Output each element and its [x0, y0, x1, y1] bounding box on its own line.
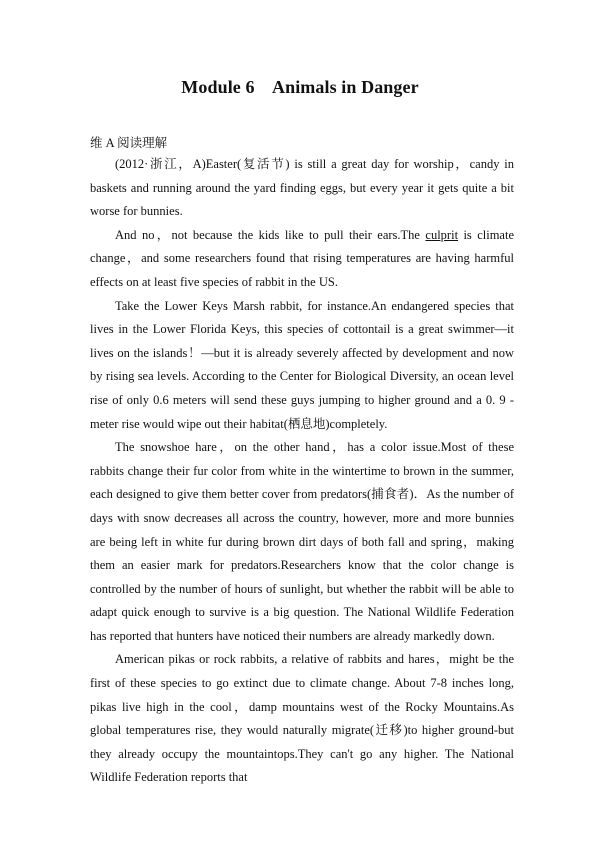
paragraph-text: is climate change，and some researchers found that rising temperatures are having harmful effects on at least five species of rabbit in the US.: [90, 227, 515, 289]
paragraph-text: (2012·浙江，A)Easter(复活节) is still a great day for worship，candy in baskets and running around the yard finding eggs, but every year it gets quite a bit worse for bunnies.: [90, 157, 514, 219]
section-heading: 维 A 阅读理解: [90, 136, 168, 150]
document-title: Module 6 Animals in Danger: [181, 77, 419, 97]
paragraph-text: And no，not because the kids like to pull their ears.The: [115, 227, 426, 242]
paragraph: [90, 436, 514, 648]
paragraph-text: The snowshoe hare，on the other hand，has a color issue.Most of these rabbits change their fur color from white in the wintertime to brown in the summer, each designed to give them better cover from predators(捕食者)．As the number of days with snow decreases all across the country, however, more and more bunnies are being left in white fur during brown dirt days of both fall and spring，making them an easier mark for predators.Researchers know that the color change is controlled by the number of hours of sunlight, but whether the rabbit will be able to adapt quick enough to survive is a big question. The National Wildlife Federation has reported that hunters have noticed their numbers are already markedly down.: [90, 440, 514, 643]
paragraph-text: American pikas or rock rabbits, a relative of rabbits and hares，might be the first of these species to go extinct due to climate change. About 7-8 inches long, pikas live high in the cool，damp mountains west of the Rocky Mountains.As global temperatures rise, they would naturally migrate(迁移)to higher ground-but they already occupy the mountaintops.They can't go any higher. The National Wildlife Federation reports that: [90, 652, 514, 785]
underlined-word: culprit: [425, 227, 459, 242]
paragraph: [90, 224, 514, 295]
paragraph-text: Take the Lower Keys Marsh rabbit, for instance.An endangered species that lives in the Lower Florida Keys, this species of cottontail is a great swimmer—it lives on the islands！—but it is already severely affected by development and now by rising sea levels. According to the Center for Biological Diversity, an ocean level rise of only 0.6 meters will send these guys jumping to higher ground and a 0. 9 - meter rise would wipe out their habitat(栖息地)completely.: [90, 298, 514, 431]
reading-passage: [90, 153, 514, 790]
paragraph: [90, 153, 514, 224]
paragraph: [90, 295, 514, 437]
paragraph: [90, 648, 514, 790]
